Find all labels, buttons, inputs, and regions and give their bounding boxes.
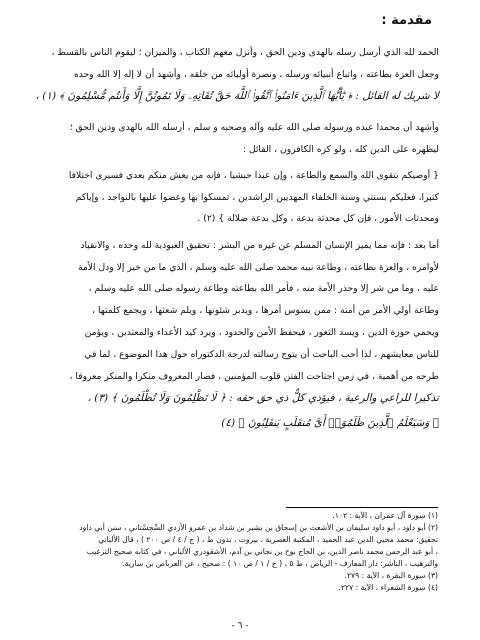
hadith-line: كثيرا، فعليكم بسنتي وسنة الخلفاء المهديين الراشدين ، تمسكوا بها وعضوا عليها بالنواجذ ، وإياكم (75, 192, 439, 203)
hadith-line: { أوصيكم بتقوى الله والسمع والطاعة ، وإن عبدا حبشيا ، فإنه من يعش منكم بعدي فسيرى اختلافا (68, 170, 439, 181)
body-line: للناس معايشهم ، لذا أحب الباحث أن يتوج رسالته لدرجة الدكتوراه حول هذا الموضوع ، لما في (84, 349, 439, 360)
body-line: ليظهره على الدين كله ، ولو كره الكافرون ، القائل : (242, 144, 439, 155)
footnote: (٣) سورة البقرة ، الآية : ٢٧٩. (344, 571, 438, 580)
body-line-quran: ﴿ وَسَيَعْلَمُ ٱلَّذِينَ ظَلَمُوٓا۟ أَىَّ مُنقَلَبٍ يَنقَلِبُونَ ﴾ (٤) (221, 417, 439, 429)
body-line: طرحه من أهمية ، في زمن اجتاحت الفتن قلوب المؤمنين ، فصار المعروف منكرا والمنكر معروفا ، (69, 371, 439, 382)
body-line: وجعل العزة بطاعته ، واتباع أنبيائه ورسله ، ونصرة أوليائه من خلقه ، وأشهد أن لا إله إلا الله وحده (73, 69, 439, 80)
body-line: وطاعة أولي الأمر من أمته : ممن يسوس أمرها ، ويدبر شئونها ، ويلم شعثها ، ويجمع كلمتها ، (92, 305, 439, 316)
body-line: لأوامره ، والعزة بطاعته ، وطاعة نبيه محمد صلى الله عليه وسلم ، الذي ما من خير إلا ودل الأمة (77, 262, 439, 273)
footnote: تحقيق: محمد محيي الدين عبد الحميد ، المكتبة العصرية ، بيروت ، بدون ط ، ( ج / ٤ / ص ٢٠٠ ) ، قال الألباني (98, 535, 438, 544)
footnote: (٤) سورة الشعراء ، الآية : ٢٢٧. (338, 583, 438, 592)
footnote: ، أبو عبد الرحمن محمد ناصر الدين، بن الحاج نوح بن نجاتي بن آدم، الأشقودري الألباني ، في كتابه صحيح الترغيب (86, 547, 438, 556)
hadith-line: ومحدثات الأمور ، فإن كل محدثة بدعة ، وكل بدعة ضلالة } (٢) . (197, 213, 439, 224)
footnote: (١) سورة آل عمران ، الآية : ١٠٢. (332, 511, 438, 520)
body-line: أما بعد : فإنه مما يميز الإنسان المسلم عن غيره من البشر : تحقيق العبودية لله وحده ، والانقياد (80, 240, 439, 251)
body-line: عليه ، وما من شر إلا وحذر الأمة منه ، فأمر الله بطاعته وطاعة رسوله صلى الله عليه وسلم ، (88, 283, 439, 294)
footnote: والترهيب ، الناشر: دار المعارف - الرياض ، ط ٥ ، ( ج / ١ / ص ١٠ ) : صحيح ، عن العرباض بن سارية. (122, 559, 438, 568)
body-line: وأشهد أن محمدا عبده ورسوله صلى الله عليه وآله وصحبه و سلم ، أرسله الله بالهدى ودين الحق ؛ (69, 122, 439, 133)
body-line: ويحمي حوزة الدين ، ويسد الثغور ، فيحفظ الأمن والحدود ، ويرد كيد الأعداء والمعتدين ، ويؤمن (84, 327, 439, 338)
body-line-quran: لا شريك له القائل : ﴿ يَٰٓأَيُّهَا ٱلَّذِينَ ءَامَنُوا۟ ٱتَّقُوا۟ ٱللَّهَ حَقَّ تُقَاتِهِۦ وَلَا تَمُوتُنَّ إِلَّا وَأَنتُم مُّسْلِمُونَ ﴾ (١) ، (35, 90, 439, 102)
section-title: مقدمة : (381, 13, 432, 28)
footnote-separator (286, 507, 438, 508)
body-line-quran: تذكيرا للراعي والرعية ، فيؤدي كلٌّ ذي حق حقه : ﴿ لَا تَظْلِمُونَ وَلَا تُظْلَمُونَ ﴾ (٣) ، (87, 392, 439, 404)
page-number: - ٦ - (231, 621, 249, 631)
footnote: (٢) أبو داود ، أبو داود سليمان بن الأشعث بن إسحاق بن بشير بن شداد بن عمرو الأزدي السِّجِسْتاني ، سنن أبي داود (79, 523, 438, 532)
body-line: الحمد لله الذي أرسل رسله بالهدى ودين الحق ، وأنزل معهم الكتاب ، والميزان ؛ ليقوم الناس بالقسط ، (51, 47, 439, 58)
